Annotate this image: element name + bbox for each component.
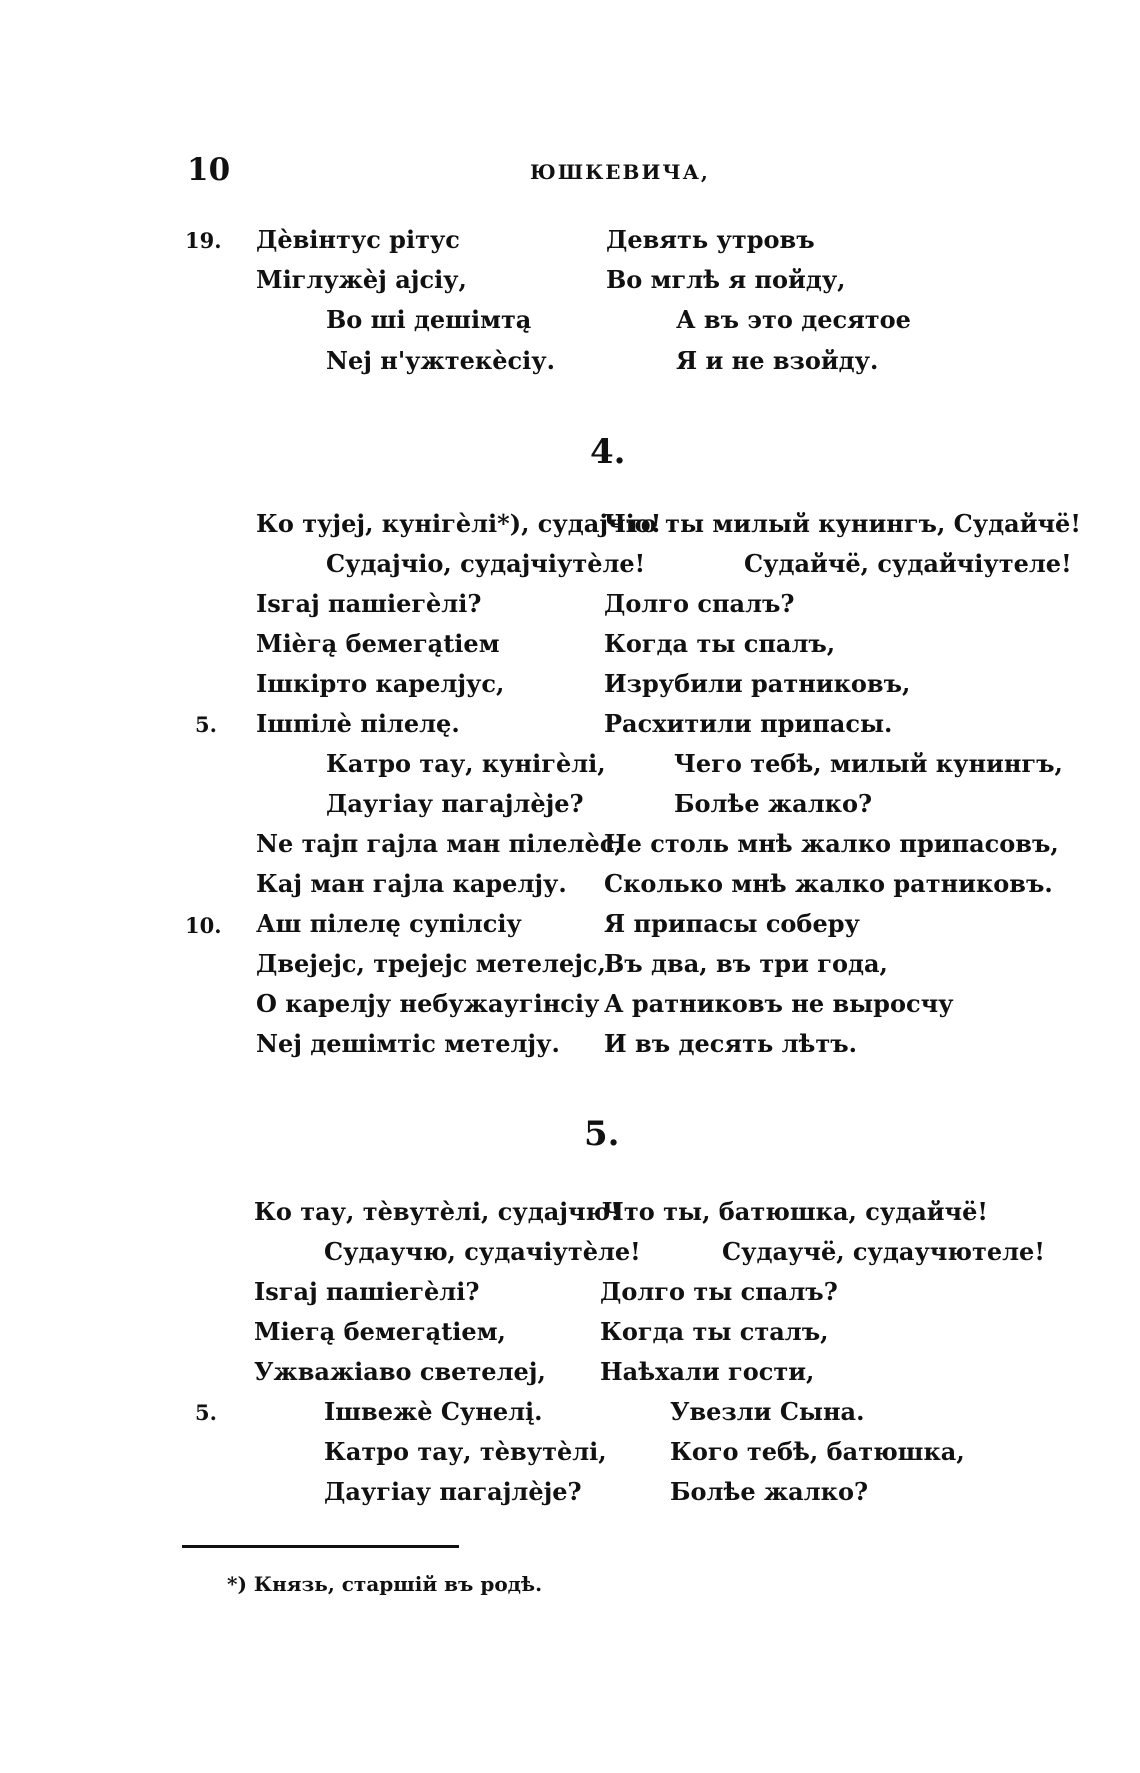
verse-line-right: Я и не взойду.	[676, 346, 879, 375]
verse-line-right: Наѣхали гости,	[600, 1357, 815, 1386]
verse-line-left: Двејејс, трејејс метелејс,	[256, 949, 606, 978]
verse-line-left: Міглужѐј ајсіу,	[256, 265, 467, 294]
verse-line-right: А ратниковъ не выросчу	[604, 989, 954, 1018]
verse-line-right: Сколько мнѣ жалко ратниковъ.	[604, 869, 1053, 898]
verse-line-left: Катро тау, тѐвутѐлі,	[324, 1437, 607, 1466]
verse-line-left: Ішвежѐ Сунелį.	[324, 1397, 543, 1426]
footnote: *) Князь, старшій въ родѣ.	[227, 1572, 543, 1596]
verse-line-left: Даугіау пагајлѐје?	[324, 1477, 582, 1506]
verse-line-left: Ко тау, тѐвутѐлі, судајчю!	[254, 1197, 621, 1226]
verse-line-left: Даугіау пагајлѐје?	[326, 789, 584, 818]
verse-line-right: Долго спалъ?	[604, 589, 795, 618]
verse-line-right: Изрубили ратниковъ,	[604, 669, 911, 698]
verse-line-left: Ко тујеј, кунігѐлі*), судајчіо!	[256, 509, 662, 538]
verse-line-right: А въ это десятое	[676, 305, 911, 334]
running-head: ЮШКЕВИЧА,	[530, 160, 710, 184]
verse-line-right: Не столь мнѣ жалко припасовъ,	[604, 829, 1059, 858]
verse-line-left: Дѐвінтус рітус	[256, 225, 460, 254]
verse-line-left: Кај ман гајла карелју.	[256, 869, 567, 898]
verse-line-right: Долго ты спалъ?	[600, 1277, 838, 1306]
verse-line-right: Въ два, въ три года,	[604, 949, 888, 978]
verse-line-left: Во ші дешімтą	[326, 305, 532, 334]
footnote-rule	[182, 1545, 459, 1548]
verse-line-left: Nеј н'ужтекѐсіу.	[326, 346, 555, 375]
verse-line-left: Nе тајп гајла ман пілелѐс,	[256, 829, 623, 858]
verse-line-right: Болѣе жалко?	[674, 789, 873, 818]
verse-line-right: Я припасы соберу	[604, 909, 860, 938]
verse-line-right: Судайчё, судайчіутеле!	[744, 549, 1072, 578]
verse-line-right: Судаучё, судаучютеле!	[722, 1237, 1045, 1266]
verse-line-right: Увезли Сына.	[670, 1397, 865, 1426]
verse-line-right: Болѣе жалко?	[670, 1477, 869, 1506]
verse-line-left: Міегą бемегątіем,	[254, 1317, 506, 1346]
verse-line-right: Во мглѣ я пойду,	[606, 265, 846, 294]
line-number-5: 5.	[195, 1400, 217, 1425]
verse-line-right: Что ты милый кунингъ, Судайчё!	[604, 509, 1081, 538]
verse-line-right: Когда ты спалъ,	[604, 629, 836, 658]
verse-line-right: Что ты, батюшка, судайчё!	[602, 1197, 988, 1226]
stanza-number: 19.	[185, 228, 222, 253]
verse-line-left: Аш пілелę супілсіу	[256, 909, 522, 938]
verse-line-left: Судајчіо, судајчіутѐле!	[326, 549, 646, 578]
verse-line-left: Ужважіаво светелеј,	[254, 1357, 546, 1386]
verse-line-left: О карелју небужаугінсіу	[256, 989, 600, 1018]
verse-line-right: Кого тебѣ, батюшка,	[670, 1437, 965, 1466]
verse-line-right: Расхитили припасы.	[604, 709, 893, 738]
verse-line-right: Девять утровъ	[606, 225, 815, 254]
verse-line-left: Nеј дешімтіс метелју.	[256, 1029, 560, 1058]
verse-line-left: Катро тау, кунігѐлі,	[326, 749, 606, 778]
verse-line-left: Судаучю, судачіутѐле!	[324, 1237, 641, 1266]
page-number: 10	[187, 152, 231, 188]
section-heading-5: 5.	[584, 1114, 620, 1154]
verse-line-left: Іѕгај пашіегѐлі?	[254, 1277, 480, 1306]
line-number-5: 5.	[195, 712, 217, 737]
verse-line-left: Ішкірто карелјус,	[256, 669, 505, 698]
verse-line-left: Міѐгą бемегątіем	[256, 629, 500, 658]
verse-line-right: Чего тебѣ, милый кунингъ,	[674, 749, 1063, 778]
verse-line-left: Іѕгај пашіегѐлі?	[256, 589, 482, 618]
verse-line-left: Ішпілѐ пілелę.	[256, 709, 460, 738]
verse-line-right: И въ десять лѣтъ.	[604, 1029, 858, 1058]
verse-line-right: Когда ты сталъ,	[600, 1317, 829, 1346]
line-number-10: 10.	[185, 913, 222, 938]
section-heading-4: 4.	[590, 432, 626, 472]
